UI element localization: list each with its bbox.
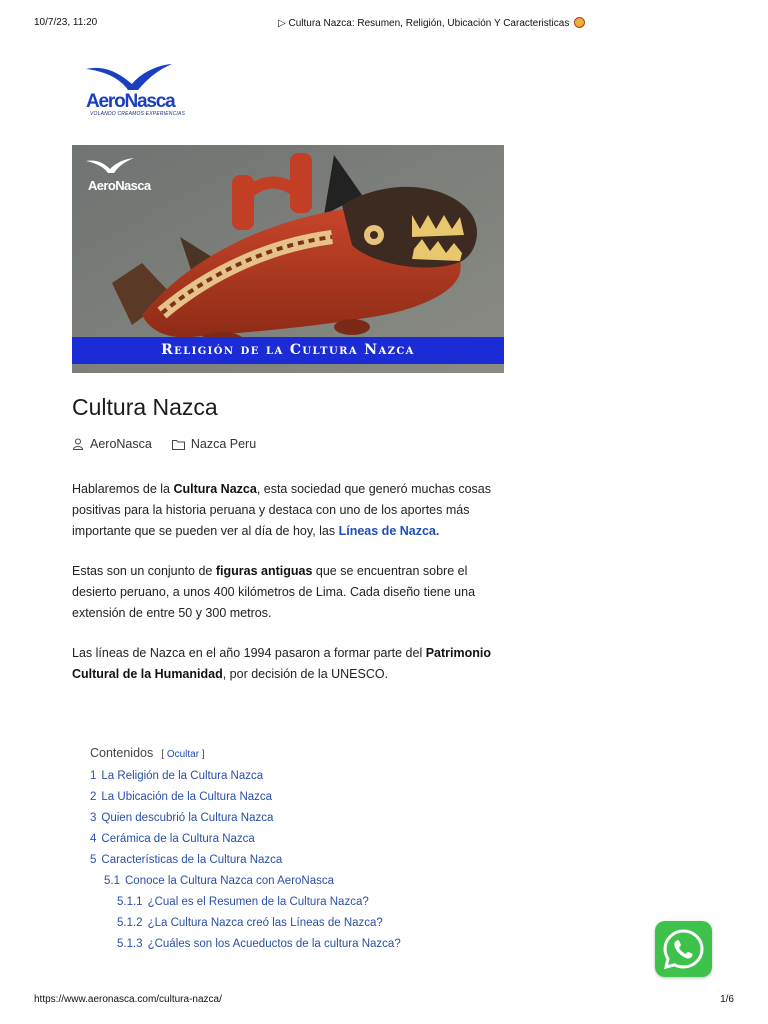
print-header: [34, 17, 734, 31]
hero-banner: Religión de la Cultura Nazca: [72, 337, 504, 364]
whatsapp-button[interactable]: [655, 921, 712, 977]
site-logo[interactable]: [84, 62, 184, 120]
hero-image: [72, 145, 504, 373]
whatsapp-icon: [661, 927, 706, 972]
toc-item[interactable]: 5.1.1 ¿Cual es el Resumen de la Cultura Nazca?: [117, 896, 369, 908]
post-meta: [72, 437, 276, 451]
toc-header: [90, 746, 510, 760]
toc-list: [90, 766, 510, 955]
toc-item[interactable]: 5.1.3 ¿Cuáles son los Acueductos de la cultura Nazca?: [117, 938, 401, 950]
toc-title: Contenidos: [90, 746, 154, 760]
paragraph-unesco: Las líneas de Nazca en el año 1994 pasaron a formar parte del Patrimonio Cultural de la Humanidad, por decisión de la UNESCO.: [72, 646, 491, 681]
hero-brand: AeroNasca: [88, 178, 151, 193]
lineas-de-nazca-link[interactable]: Líneas de Nazca.: [338, 524, 440, 538]
user-icon: [72, 438, 84, 450]
toc-item[interactable]: 5 Características de la Cultura Nazca: [90, 854, 283, 866]
print-url: https://www.aeronasca.com/cultura-nazca/: [34, 994, 222, 1005]
toc-toggle: [ Ocultar ]: [161, 749, 205, 760]
toc-item[interactable]: 4 Cerámica de la Cultura Nazca: [90, 833, 255, 845]
print-footer: [34, 994, 734, 1008]
author-name: AeroNasca: [90, 437, 152, 451]
toc-item[interactable]: 3 Quien descubrió la Cultura Nazca: [90, 812, 274, 824]
medal-emoji-icon: [574, 17, 585, 28]
logo-wordmark: AeroNasca: [86, 91, 175, 112]
category-link[interactable]: [172, 437, 256, 451]
table-of-contents: [90, 746, 510, 955]
folder-icon: [172, 439, 185, 450]
toc-hide-button[interactable]: Ocultar: [166, 749, 200, 760]
paragraph-intro: Hablaremos de la Cultura Nazca, esta sociedad que generó muchas cosas positivas para la historia peruana y destaca con uno de los aportes más importante que se pueden ver al día de hoy, las Líneas de Nazca.: [72, 482, 491, 538]
bird-logo-icon: [84, 62, 184, 92]
page-title: Cultura Nazca: [72, 394, 218, 420]
toc-item[interactable]: 2 La Ubicación de la Cultura Nazca: [90, 791, 273, 803]
print-document-title: ▷ Cultura Nazca: Resumen, Religión, Ubicación Y Caracteristicas: [278, 17, 585, 29]
print-page-number: 1/6: [720, 994, 734, 1005]
article-body: [72, 479, 506, 704]
author-link[interactable]: [72, 437, 152, 451]
toc-item[interactable]: 5.1 Conoce la Cultura Nazca con AeroNasca: [104, 875, 335, 887]
print-datetime: 10/7/23, 11:20: [34, 17, 98, 28]
logo-tagline: VOLANDO CREAMOS EXPERIENCIAS: [90, 111, 186, 117]
category-name: Nazca Peru: [190, 437, 257, 451]
toc-item[interactable]: 5.1.2 ¿La Cultura Nazca creó las Líneas de Nazca?: [117, 917, 383, 929]
toc-item[interactable]: 1 La Religión de la Cultura Nazca: [90, 770, 264, 782]
paragraph-figures: Estas son un conjunto de figuras antiguas que se encuentran sobre el desierto peruano, a unos 400 kilómetros de Lima. Cada diseño tiene una extensión de entre 50 y 300 metros.: [72, 564, 476, 620]
